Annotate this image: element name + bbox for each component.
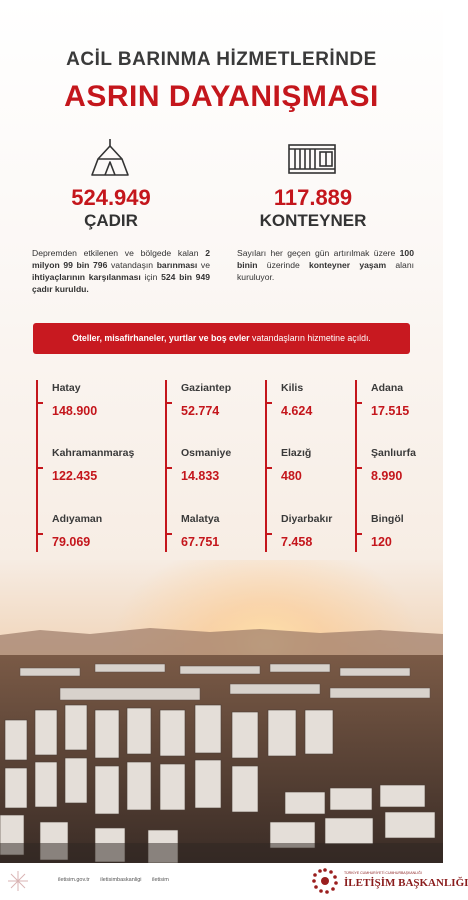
- container-label: KONTEYNER: [259, 211, 367, 230]
- city-name: Gaziantep: [181, 382, 232, 394]
- iletisim-logo-icon: [310, 866, 340, 896]
- row-tick-mark: [267, 402, 272, 404]
- tent-label: ÇADIR: [84, 211, 138, 230]
- city-name: Adana: [371, 382, 404, 394]
- column-divider-line: [165, 380, 167, 552]
- city-name: Şanlıurfa: [371, 447, 416, 459]
- city-name: Elazığ: [281, 447, 312, 459]
- tent-description: Depremden etkilenen ve bölgede kalan 2 milyon 99 bin 796 vatandaşın barınması ve ihtiyaçlarının karşılanması için 524 bin 949 çadır kuruldu.: [32, 248, 211, 294]
- city-name: Kahramanmaraş: [52, 447, 135, 459]
- website-link[interactable]: iletisim.gov.tr: [58, 877, 90, 883]
- city-name: Adıyaman: [52, 513, 103, 525]
- row-tick-mark: [167, 467, 172, 469]
- row-tick-mark: [267, 533, 272, 535]
- column-divider-line: [265, 380, 267, 552]
- city-name: Diyarbakır: [281, 513, 333, 525]
- city-name: Hatay: [52, 382, 81, 394]
- city-value: 8.990: [371, 469, 403, 483]
- container-icon: [287, 141, 337, 177]
- row-tick-mark: [267, 467, 272, 469]
- city-value: 79.069: [52, 535, 91, 549]
- container-count: 117.889: [273, 185, 353, 210]
- city-value: 14.833: [181, 469, 220, 483]
- container-camp-photo: [0, 560, 443, 863]
- column-divider-line: [36, 380, 38, 552]
- city-value: 122.435: [52, 469, 98, 483]
- city-value: 120: [371, 535, 392, 549]
- accommodation-banner: Oteller, misafirhaneler, yurtlar ve boş evler vatandaşların hizmetine açıldı.: [33, 323, 410, 354]
- row-tick-mark: [38, 467, 43, 469]
- city-value: 148.900: [52, 404, 98, 418]
- city-value: 480: [281, 469, 302, 483]
- city-value: 17.515: [371, 404, 410, 418]
- row-tick-mark: [38, 533, 43, 535]
- page-title-line1: ACİL BARINMA HİZMETLERİNDE: [66, 49, 377, 70]
- footer-links: [58, 877, 178, 883]
- logo-subtitle: TÜRKİYE CUMHURİYETİ CUMHURBAŞKANLIĞI: [344, 871, 422, 875]
- city-value: 4.624: [281, 404, 313, 418]
- city-value: 52.774: [181, 404, 220, 418]
- city-name: Malatya: [181, 513, 220, 525]
- row-tick-mark: [167, 402, 172, 404]
- tent-count: 524.949: [71, 185, 151, 210]
- logo-title: İLETİŞİM BAŞKANLIĞI: [344, 877, 468, 889]
- column-divider-line: [355, 380, 357, 552]
- row-tick-mark: [357, 533, 362, 535]
- row-tick-mark: [357, 402, 362, 404]
- social-handle[interactable]: iletisimbaskanligi: [100, 877, 142, 883]
- city-value: 7.458: [281, 535, 313, 549]
- city-value: 67.751: [181, 535, 220, 549]
- row-tick-mark: [357, 467, 362, 469]
- page-title-line2: ASRIN DAYANIŞMASI: [64, 80, 379, 113]
- city-name: Bingöl: [371, 513, 404, 525]
- social-handle-2[interactable]: iletisim: [152, 877, 169, 883]
- city-name: Kilis: [281, 382, 304, 394]
- footer: [0, 863, 468, 900]
- row-tick-mark: [38, 402, 43, 404]
- snowflake-decoration-icon: [7, 870, 29, 892]
- city-name: Osmaniye: [181, 447, 232, 459]
- row-tick-mark: [167, 533, 172, 535]
- tent-icon: [88, 137, 132, 177]
- container-description: Sayıları her geçen gün artırılmak üzere 100 binin üzerinde konteyner yaşam alanı kuruluyor.: [237, 248, 414, 282]
